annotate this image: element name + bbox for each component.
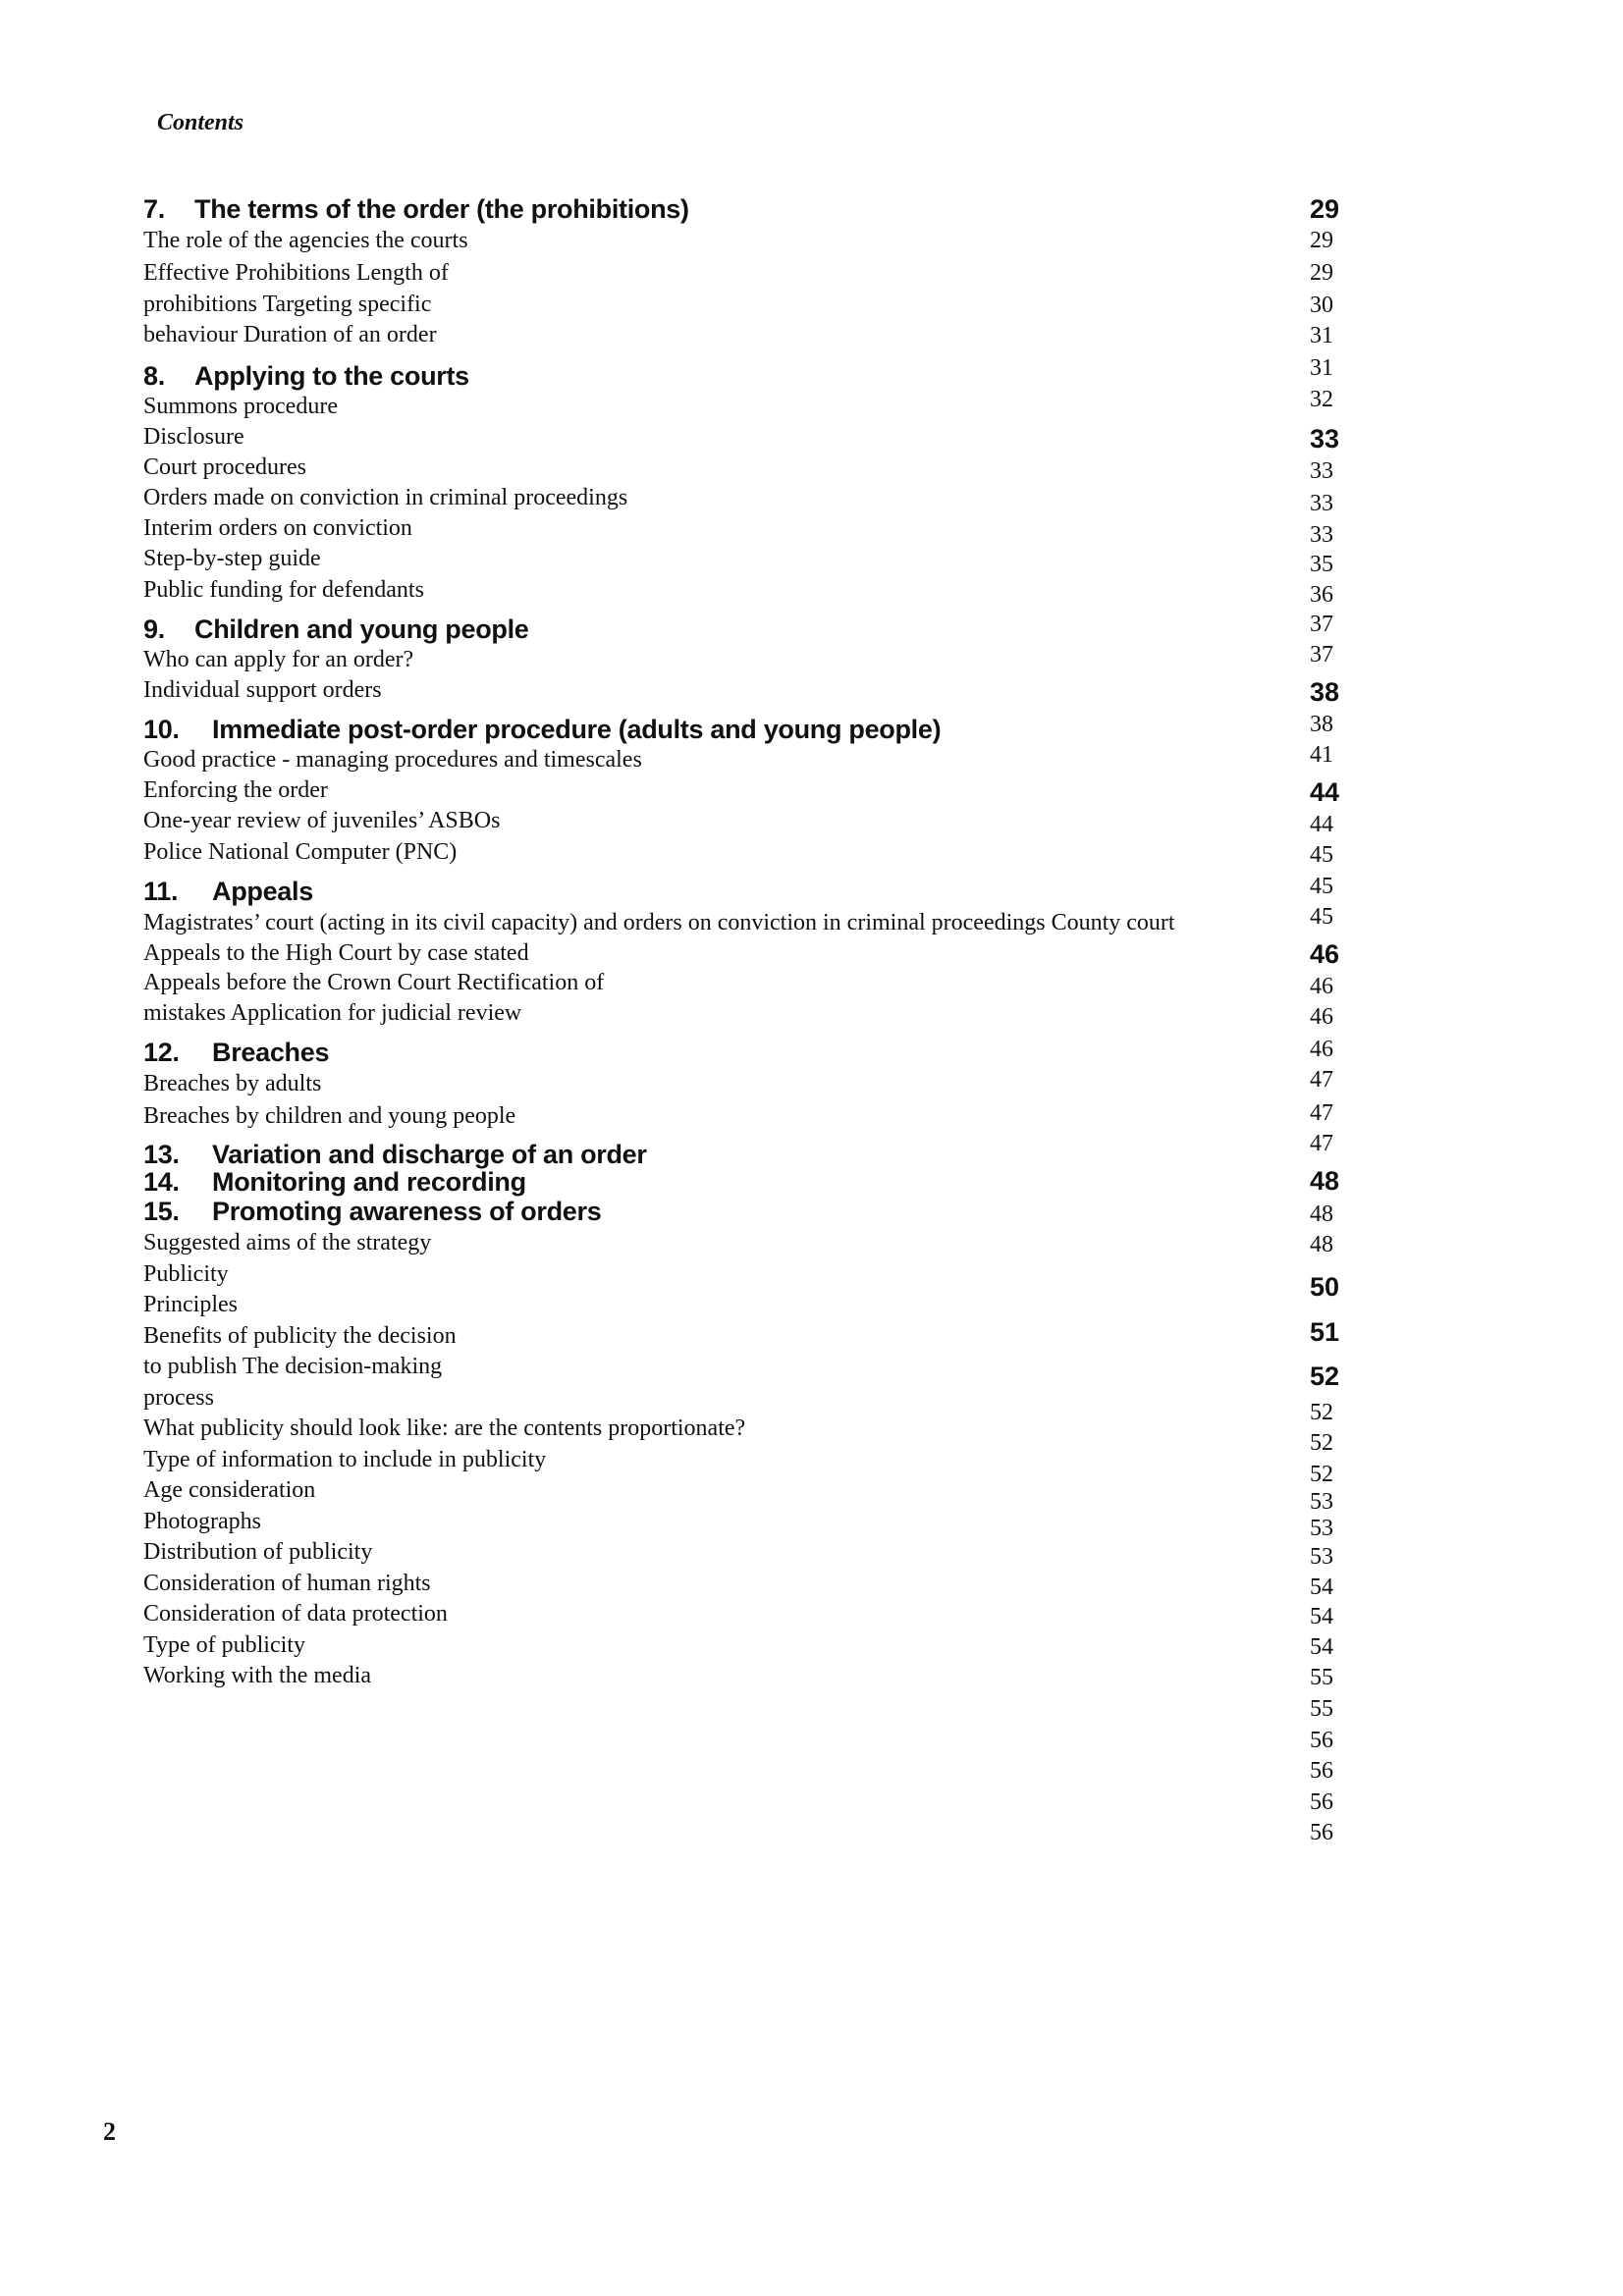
toc-chapter-heading[interactable]: [143, 1197, 601, 1226]
toc-entry[interactable]: Principles: [143, 1292, 238, 1317]
chapter-number: 10.: [143, 715, 180, 744]
toc-chapter-heading[interactable]: [143, 1167, 526, 1197]
chapter-number: 7.: [143, 194, 165, 224]
chapter-page-number: 38: [1310, 677, 1340, 707]
toc-entry[interactable]: What publicity should look like: are the contents proportionate?: [143, 1415, 746, 1441]
toc-entry[interactable]: Magistrates’ court (acting in its civil capacity) and orders on conviction in criminal proceedings County court: [143, 910, 1175, 935]
toc-entry[interactable]: Consideration of human rights: [143, 1571, 431, 1596]
entry-page-number: 46: [1310, 1037, 1333, 1062]
toc-entry[interactable]: Age consideration: [143, 1477, 316, 1503]
chapter-title: Breaches: [212, 1038, 330, 1067]
entry-page-number: 33: [1310, 522, 1333, 548]
chapter-number: 9.: [143, 614, 165, 644]
chapter-title: Children and young people: [194, 614, 529, 644]
toc-entry[interactable]: Breaches by adults: [143, 1071, 322, 1096]
toc-entry[interactable]: Good practice - managing procedures and timescales: [143, 747, 642, 773]
toc-entry[interactable]: Photographs: [143, 1509, 261, 1534]
toc-entry[interactable]: Suggested aims of the strategy: [143, 1230, 432, 1255]
entry-page-number: 54: [1310, 1634, 1333, 1660]
chapter-title: Monitoring and recording: [212, 1167, 526, 1197]
toc-entry[interactable]: Disclosure: [143, 424, 244, 450]
toc-chapter-heading[interactable]: [143, 1038, 329, 1067]
toc-entry[interactable]: mistakes Application for judicial review: [143, 1000, 522, 1026]
running-head: Contents: [157, 110, 244, 135]
entry-page-number: 54: [1310, 1604, 1333, 1629]
chapter-page-number: 50: [1310, 1272, 1340, 1302]
entry-page-number: 44: [1310, 812, 1333, 837]
chapter-title: Applying to the courts: [194, 361, 469, 391]
chapter-page-number: 29: [1310, 194, 1340, 224]
toc-entry[interactable]: Appeals to the High Court by case stated: [143, 940, 529, 966]
entry-page-number: 46: [1310, 1004, 1333, 1030]
toc-chapter-heading[interactable]: [143, 194, 689, 224]
toc-chapter-heading[interactable]: [143, 614, 529, 644]
toc-entry[interactable]: Distribution of publicity: [143, 1539, 373, 1565]
entry-page-number: 55: [1310, 1665, 1333, 1690]
entry-page-number: 52: [1310, 1400, 1333, 1425]
toc-entry[interactable]: Appeals before the Crown Court Rectification of: [143, 970, 605, 995]
entry-page-number: 56: [1310, 1789, 1333, 1815]
toc-entry[interactable]: Type of publicity: [143, 1632, 305, 1658]
entry-page-number: 29: [1310, 260, 1333, 286]
chapter-number: 12.: [143, 1038, 180, 1067]
entry-page-number: 33: [1310, 491, 1333, 516]
chapter-page-number: 52: [1310, 1362, 1340, 1391]
toc-entry[interactable]: Breaches by children and young people: [143, 1103, 516, 1129]
entry-page-number: 31: [1310, 323, 1333, 348]
entry-page-number: 54: [1310, 1575, 1333, 1600]
toc-entry[interactable]: behaviour Duration of an order: [143, 322, 437, 347]
entry-page-number: 45: [1310, 874, 1333, 899]
toc-chapter-heading[interactable]: [143, 1140, 647, 1169]
toc-entry[interactable]: The role of the agencies the courts: [143, 228, 468, 253]
chapter-number: 11.: [143, 877, 179, 906]
chapter-number: 8.: [143, 361, 165, 391]
entry-page-number: 32: [1310, 387, 1333, 412]
toc-entry[interactable]: prohibitions Targeting specific: [143, 292, 432, 317]
toc-entry[interactable]: Benefits of publicity the decision: [143, 1323, 457, 1349]
toc-entry[interactable]: process: [143, 1385, 214, 1411]
toc-entry[interactable]: Who can apply for an order?: [143, 647, 414, 672]
toc-entry[interactable]: Interim orders on conviction: [143, 515, 412, 541]
toc-entry[interactable]: Publicity: [143, 1261, 229, 1287]
entry-page-number: 47: [1310, 1067, 1333, 1093]
chapter-page-number: 48: [1310, 1166, 1340, 1196]
page-folio: 2: [103, 2117, 116, 2146]
entry-page-number: 52: [1310, 1462, 1333, 1487]
toc-entry[interactable]: One-year review of juveniles’ ASBOs: [143, 808, 501, 833]
toc-entry[interactable]: to publish The decision-making: [143, 1354, 443, 1379]
entry-page-number: 36: [1310, 582, 1333, 608]
entry-page-number: 48: [1310, 1201, 1333, 1227]
entry-page-number: 29: [1310, 228, 1333, 253]
entry-page-number: 56: [1310, 1728, 1333, 1753]
toc-chapter-heading[interactable]: [143, 877, 313, 906]
entry-page-number: 55: [1310, 1696, 1333, 1722]
chapter-page-number: 33: [1310, 424, 1340, 454]
entry-page-number: 47: [1310, 1100, 1333, 1126]
toc-entry[interactable]: Working with the media: [143, 1663, 372, 1688]
toc-entry[interactable]: Enforcing the order: [143, 777, 328, 803]
chapter-page-number: 46: [1310, 939, 1340, 969]
entry-page-number: 53: [1310, 1489, 1333, 1515]
chapter-number: 13.: [143, 1140, 180, 1169]
toc-chapter-heading[interactable]: [143, 715, 941, 744]
chapter-title: Variation and discharge of an order: [212, 1140, 647, 1169]
chapter-title: Appeals: [212, 877, 313, 906]
entry-page-number: 38: [1310, 712, 1333, 737]
entry-page-number: 48: [1310, 1232, 1333, 1257]
chapter-number: 14.: [143, 1167, 180, 1197]
entry-page-number: 53: [1310, 1516, 1333, 1541]
toc-entry[interactable]: Orders made on conviction in criminal proceedings: [143, 485, 628, 510]
entry-page-number: 56: [1310, 1758, 1333, 1784]
entry-page-number: 47: [1310, 1131, 1333, 1156]
toc-entry[interactable]: Type of information to include in publicity: [143, 1447, 547, 1472]
entry-page-number: 35: [1310, 552, 1333, 577]
chapter-page-number: 51: [1310, 1317, 1340, 1347]
chapter-title: The terms of the order (the prohibitions): [194, 194, 689, 224]
entry-page-number: 52: [1310, 1430, 1333, 1456]
entry-page-number: 30: [1310, 293, 1333, 318]
toc-entry[interactable]: Effective Prohibitions Length of: [143, 260, 449, 286]
entry-page-number: 33: [1310, 458, 1333, 484]
toc-entry[interactable]: Step-by-step guide: [143, 546, 321, 571]
entry-page-number: 56: [1310, 1820, 1333, 1845]
toc-entry[interactable]: Consideration of data protection: [143, 1601, 448, 1627]
chapter-page-number: 44: [1310, 777, 1340, 807]
entry-page-number: 45: [1310, 904, 1333, 930]
toc-entry[interactable]: Court procedures: [143, 454, 306, 480]
entry-page-number: 41: [1310, 742, 1333, 768]
entry-page-number: 45: [1310, 842, 1333, 868]
toc-entry[interactable]: Public funding for defendants: [143, 577, 424, 603]
entry-page-number: 46: [1310, 974, 1333, 999]
chapter-title: Immediate post-order procedure (adults and young people): [212, 715, 942, 744]
entry-page-number: 53: [1310, 1544, 1333, 1570]
toc-entry[interactable]: Summons procedure: [143, 394, 338, 419]
toc-entry[interactable]: Police National Computer (PNC): [143, 839, 458, 865]
entry-page-number: 37: [1310, 642, 1333, 667]
entry-page-number: 37: [1310, 612, 1333, 637]
entry-page-number: 31: [1310, 355, 1333, 381]
toc-chapter-heading[interactable]: [143, 361, 469, 391]
chapter-number: 15.: [143, 1197, 180, 1226]
toc-entry[interactable]: Individual support orders: [143, 677, 382, 703]
chapter-title: Promoting awareness of orders: [212, 1197, 602, 1226]
